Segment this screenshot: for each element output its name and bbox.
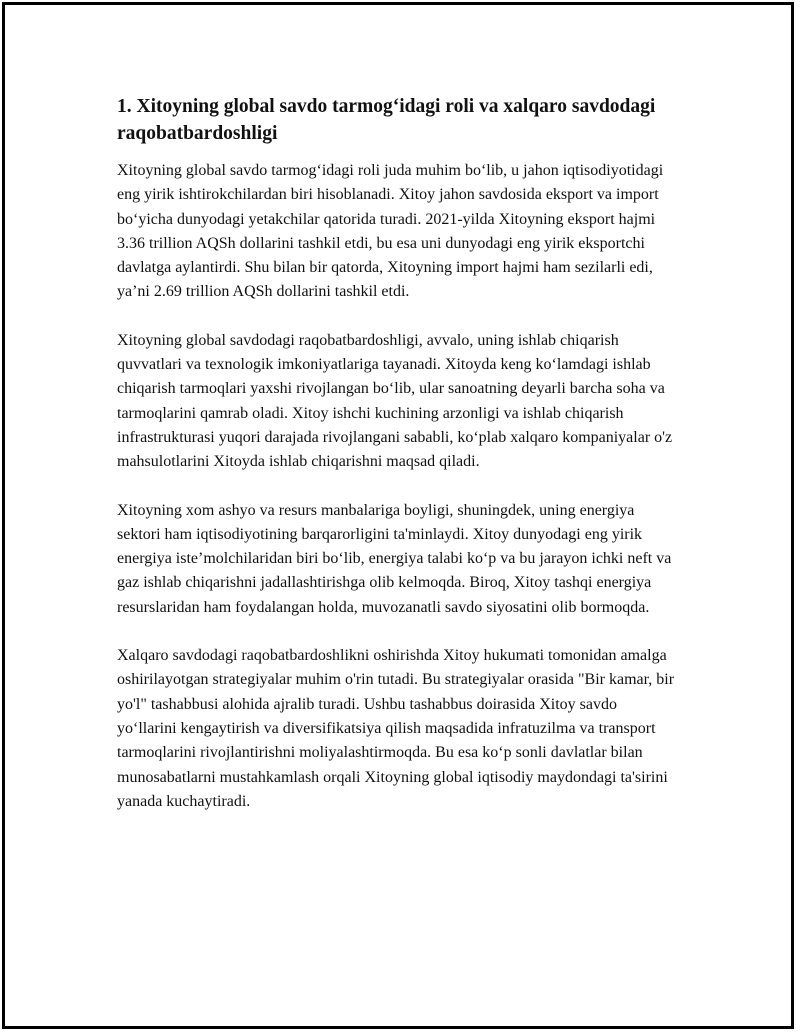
paragraph-3: Xitoyning xom ashyo va resurs manbalariga boyligi, shuningdek, uning energiya sektori ham iqtisodiyotining barqarorligini ta'minlaydi. Xitoy dunyodagi eng yirik energiya iste’molchilaridan biri bo‘lib, energiya talabi ko‘p va bu jarayon ichki neft va gaz ishlab chiqarishni jadallashtirishga olib kelmoqda. Biroq, Xitoy tashqi energiya resurslaridan ham foydalangan holda, muvozanatli savdo siyosatini olib bormoqda. xyxy=(117,501,672,616)
section-heading: 1. Xitoyning global savdo tarmog‘idagi roli va xalqaro savdodagi raqobatbardoshligi xyxy=(117,96,656,144)
paragraph-2: Xitoyning global savdodagi raqobatbardoshligi, avvalo, uning ishlab chiqarish quvvatlari va texnologik imkoniyatlariga tayanadi. Xitoyda keng ko‘lamdagi ishlab chiqarish tarmoqlari yaxshi rivojlangan bo‘lib, ular sanoatning deyarli barcha soha va tarmoqlarini qamrab oladi. Xitoy ishchi kuchining arzonligi va ishlab chiqarish infrastrukturasi yuqori darajada rivojlangani sababli, ko‘plab xalqaro kompaniyalar o'z mahsulotlarini Xitoyda ishlab chiqarishni maqsad qiladi. xyxy=(117,331,673,471)
paragraph-1: Xitoyning global savdo tarmog‘idagi roli juda muhim bo‘lib, u jahon iqtisodiyotidagi eng yirik ishtirokchilardan biri hisoblanadi. Xitoy jahon savdosida eksport va import bo‘yicha dunyodagi yetakchilar qatorida turadi. 2021-yilda Xitoyning eksport hajmi 3.36 trillion AQSh dollarini tashkil etdi, bu esa uni dunyodagi eng yirik eksportchi davlatga aylantirdi. Shu bilan bir qatorda, Xitoyning import hajmi ham sezilarli edi, ya’ni 2.69 trillion AQSh dollarini tashkil etdi. xyxy=(117,162,664,301)
paragraph-4: Xalqaro savdodagi raqobatbardoshlikni oshirishda Xitoy hukumati tomonidan amalga oshirilayotgan strategiyalar muhim o'rin tutadi. Bu strategiyalar orasida "Bir kamar, bir yo'l" tashabbusi alohida ajralib turadi. Ushbu tashabbus doirasida Xitoy savdo yo‘llarini kengaytirish va diversifikatsiya qilish maqsadida infratuzilma va transport tarmoqlarini rivojlantirishni moliyalashtirmoqda. Bu esa ko‘p sonli davlatlar bilan munosabatlarni mustahkamlash orqali Xitoyning global iqtisodiy maydondagi ta'sirini yanada kuchaytiradi. xyxy=(117,647,675,810)
document-body xyxy=(117,93,677,814)
